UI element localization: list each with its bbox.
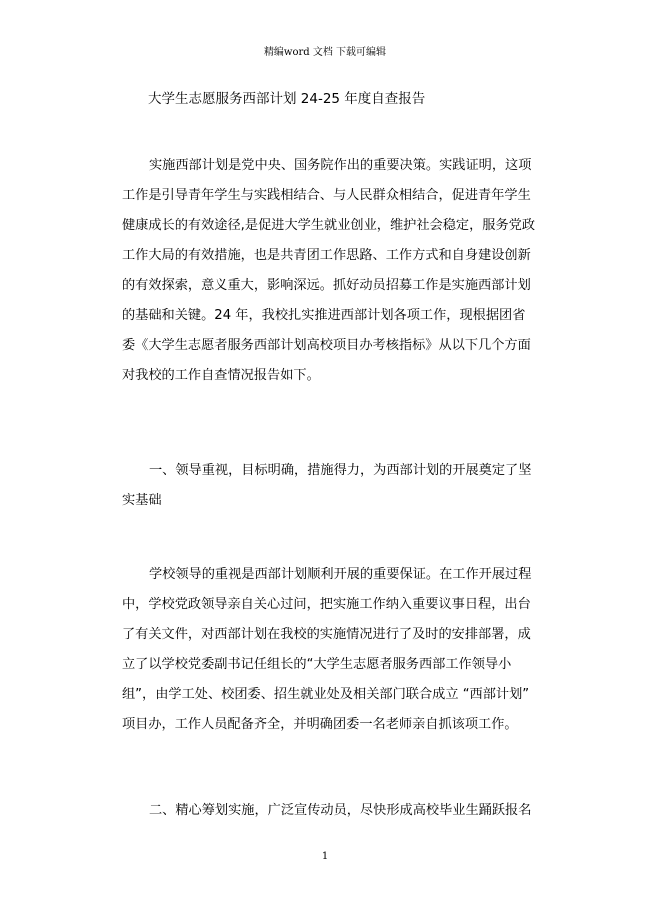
- page-header: 精编word 文档 下载可编辑: [263, 47, 387, 58]
- paragraph-line: 的基础和关键。24 年，我校扎实推进西部计划各项工作，现根据团省: [122, 308, 526, 323]
- paragraph-line: 工作大局的有效措施，也是共青团工作思路、工作方式和自身建设创新: [122, 248, 531, 263]
- paragraph-line: 的有效探索，意义重大，影响深远。抓好动员招募工作是实施西部计划: [122, 278, 531, 293]
- paragraph-line: 二、精心筹划实施，广泛宣传动员，尽快形成高校毕业生踊跃报名: [149, 803, 532, 818]
- document-title: 大学生志愿服务西部计划 24-25 年度自查报告: [148, 91, 426, 107]
- paragraph-line: 组”，由学工处、校团委、招生就业处及相关部门联合成立 “西部计划”: [122, 687, 530, 702]
- paragraph-line: 对我校的工作自查情况报告如下。: [122, 368, 320, 383]
- paragraph-line: 实施西部计划是党中央、国务院作出的重要决策。实践证明，这项: [149, 158, 532, 173]
- paragraph-leadership: [122, 560, 532, 740]
- paragraph-line: 工作是引导青年学生与实践相结合、与人民群众相结合，促进青年学生: [122, 188, 531, 203]
- section-heading-two: [122, 796, 532, 826]
- paragraph-line: 健康成长的有效途径,是促进大学生就业创业，维护社会稳定，服务党政: [122, 218, 536, 233]
- paragraph-line: 实基础: [122, 493, 162, 508]
- paragraph-line: 中，学校党政领导亲自关心过问，把实施工作纳入重要议事日程，出台: [122, 597, 531, 612]
- page-number: 1: [321, 851, 329, 862]
- paragraph-line: 学校领导的重视是西部计划顺利开展的重要保证。在工作开展过程: [149, 567, 532, 582]
- paragraph-line: 一、领导重视，目标明确，措施得力，为西部计划的开展奠定了坚: [149, 463, 532, 478]
- paragraph-intro: [122, 151, 536, 391]
- paragraph-line: 立了以学校党委副书记任组长的“大学生志愿者服务西部工作领导小: [122, 657, 512, 672]
- paragraph-line: 项目办，工作人员配备齐全，并明确团委一名老师亲自抓该项工作。: [122, 717, 518, 732]
- paragraph-line: 委《大学生志愿者服务西部计划高校项目办考核指标》从以下几个方面: [122, 338, 531, 353]
- section-heading-one: [122, 456, 532, 516]
- paragraph-line: 了有关文件，对西部计划在我校的实施情况进行了及时的安排部署，成: [122, 627, 531, 642]
